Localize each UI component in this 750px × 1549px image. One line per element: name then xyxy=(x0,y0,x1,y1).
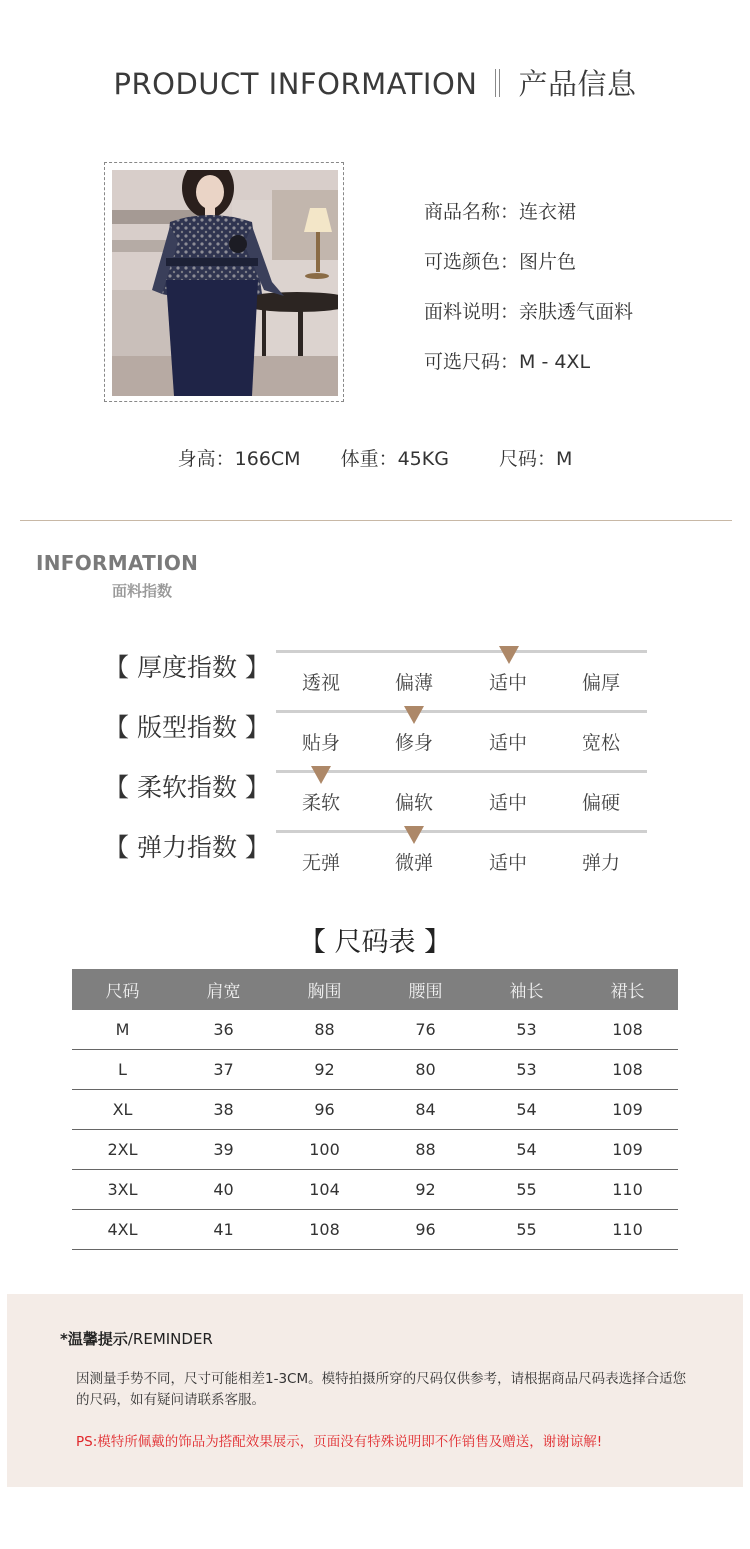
size-chart-cell: 109 xyxy=(577,1130,678,1170)
info-line-name xyxy=(424,197,576,224)
index-option: 偏薄 xyxy=(394,672,433,694)
size-chart-cell: 108 xyxy=(577,1010,678,1050)
model-stats xyxy=(0,444,750,471)
model-size: 尺码：M xyxy=(498,448,573,470)
index-marker-icon xyxy=(311,766,331,784)
info-label: 可选颜色： xyxy=(424,251,520,273)
reminder-title-cn: *温馨提示 xyxy=(60,1330,128,1348)
header-divider xyxy=(495,69,500,97)
reminder-title xyxy=(60,1328,213,1349)
info-value: 图片色 xyxy=(519,251,577,273)
index-marker-icon xyxy=(404,706,424,724)
reminder-body: 因测量手势不同，尺寸可能相差1-3CM。模特拍摄所穿的尺码仅供参考，请根据商品尺码表选择合适您的尺码，如有疑问请联系客服。 xyxy=(76,1371,687,1408)
size-chart-cell: 4XL xyxy=(72,1210,173,1250)
size-chart-header: 胸围 xyxy=(274,969,375,1010)
size-chart-header-row xyxy=(72,969,678,1010)
size-chart-cell: 39 xyxy=(173,1130,274,1170)
size-chart-cell: 40 xyxy=(173,1170,274,1210)
reminder-ps: PS:模特所佩戴的饰品为搭配效果展示，页面没有特殊说明即不作销售及赠送，谢谢谅解! xyxy=(76,1434,603,1450)
size-chart-cell: 108 xyxy=(577,1050,678,1090)
information-title: INFORMATION xyxy=(36,551,199,575)
info-line-color xyxy=(424,247,576,274)
section-divider xyxy=(20,520,732,521)
info-line-sizes xyxy=(424,347,590,374)
size-chart-cell: 55 xyxy=(476,1170,577,1210)
info-value: 亲肤透气面料 xyxy=(519,301,634,323)
size-chart-cell: 84 xyxy=(375,1090,476,1130)
index-scale-bar xyxy=(276,830,647,833)
size-chart-cell: 88 xyxy=(375,1130,476,1170)
model-photo xyxy=(112,170,338,396)
index-option: 偏软 xyxy=(394,792,433,814)
size-chart-row xyxy=(72,1010,678,1050)
size-chart-cell: 76 xyxy=(375,1010,476,1050)
info-label: 商品名称： xyxy=(424,201,520,223)
index-scale-bar xyxy=(276,650,647,653)
size-chart-cell: 53 xyxy=(476,1010,577,1050)
size-chart-cell: 55 xyxy=(476,1210,577,1250)
index-option: 柔软 xyxy=(301,792,340,814)
index-option: 宽松 xyxy=(581,732,620,754)
size-chart-row xyxy=(72,1090,678,1130)
index-option: 适中 xyxy=(488,732,527,754)
index-option: 透视 xyxy=(301,672,340,694)
index-scale-bar xyxy=(276,770,647,773)
index-option: 偏硬 xyxy=(581,792,620,814)
header-title-cn: 产品信息 xyxy=(518,67,637,101)
size-chart-cell: 92 xyxy=(375,1170,476,1210)
size-chart-cell: 88 xyxy=(274,1010,375,1050)
size-chart-cell: 96 xyxy=(375,1210,476,1250)
size-chart-header: 袖长 xyxy=(476,969,577,1010)
reminder-title-en: /REMINDER xyxy=(127,1330,213,1348)
index-title: 【 版型指数 】 xyxy=(104,713,270,742)
index-option: 微弹 xyxy=(394,852,433,874)
index-option: 适中 xyxy=(488,792,527,814)
size-chart-cell: 108 xyxy=(274,1210,375,1250)
size-chart-header: 肩宽 xyxy=(173,969,274,1010)
size-chart-cell: 54 xyxy=(476,1090,577,1130)
index-scale-bar xyxy=(276,710,647,713)
size-chart-row xyxy=(72,1130,678,1170)
information-subtitle: 面料指数 xyxy=(112,582,173,600)
info-value: 连衣裙 xyxy=(519,201,577,223)
size-chart-cell: 53 xyxy=(476,1050,577,1090)
size-chart-cell: 92 xyxy=(274,1050,375,1090)
size-chart-cell: 109 xyxy=(577,1090,678,1130)
size-chart-cell: XL xyxy=(72,1090,173,1130)
page-header xyxy=(0,62,750,103)
size-chart-cell: 3XL xyxy=(72,1170,173,1210)
info-line-fabric xyxy=(424,297,633,324)
size-chart-cell: M xyxy=(72,1010,173,1050)
size-chart-header: 腰围 xyxy=(375,969,476,1010)
size-chart-table xyxy=(72,969,678,1250)
index-option: 偏厚 xyxy=(581,672,620,694)
size-chart-cell: 96 xyxy=(274,1090,375,1130)
size-chart-title: 【 尺码表 】 xyxy=(298,927,452,958)
size-chart-row xyxy=(72,1210,678,1250)
size-chart-row xyxy=(72,1170,678,1210)
index-option: 无弹 xyxy=(301,852,340,874)
model-photo-illustration xyxy=(112,170,338,396)
index-option: 适中 xyxy=(488,852,527,874)
index-title: 【 柔软指数 】 xyxy=(104,773,270,802)
info-value: M - 4XL xyxy=(519,351,591,373)
index-marker-icon xyxy=(499,646,519,664)
size-chart-cell: 37 xyxy=(173,1050,274,1090)
size-chart-row xyxy=(72,1050,678,1090)
header-title-en: PRODUCT INFORMATION xyxy=(113,67,478,101)
index-marker-icon xyxy=(404,826,424,844)
index-option: 适中 xyxy=(488,672,527,694)
index-title: 【 弹力指数 】 xyxy=(104,833,270,862)
size-chart-cell: 100 xyxy=(274,1130,375,1170)
size-chart-cell: 36 xyxy=(173,1010,274,1050)
model-weight: 体重：45KG xyxy=(340,448,449,470)
size-chart-header: 尺码 xyxy=(72,969,173,1010)
info-label: 面料说明： xyxy=(424,301,520,323)
size-chart-cell: 41 xyxy=(173,1210,274,1250)
index-title: 【 厚度指数 】 xyxy=(104,653,270,682)
size-chart-cell: 104 xyxy=(274,1170,375,1210)
index-option: 修身 xyxy=(394,732,433,754)
info-label: 可选尺码： xyxy=(424,351,520,373)
size-chart-header: 裙长 xyxy=(577,969,678,1010)
size-chart-cell: L xyxy=(72,1050,173,1090)
size-chart-cell: 54 xyxy=(476,1130,577,1170)
size-chart-cell: 110 xyxy=(577,1170,678,1210)
size-chart-cell: 110 xyxy=(577,1210,678,1250)
index-option: 贴身 xyxy=(301,732,340,754)
model-height: 身高：166CM xyxy=(177,448,301,470)
size-chart-cell: 80 xyxy=(375,1050,476,1090)
size-chart-cell: 2XL xyxy=(72,1130,173,1170)
size-chart-cell: 38 xyxy=(173,1090,274,1130)
index-option: 弹力 xyxy=(581,852,620,874)
